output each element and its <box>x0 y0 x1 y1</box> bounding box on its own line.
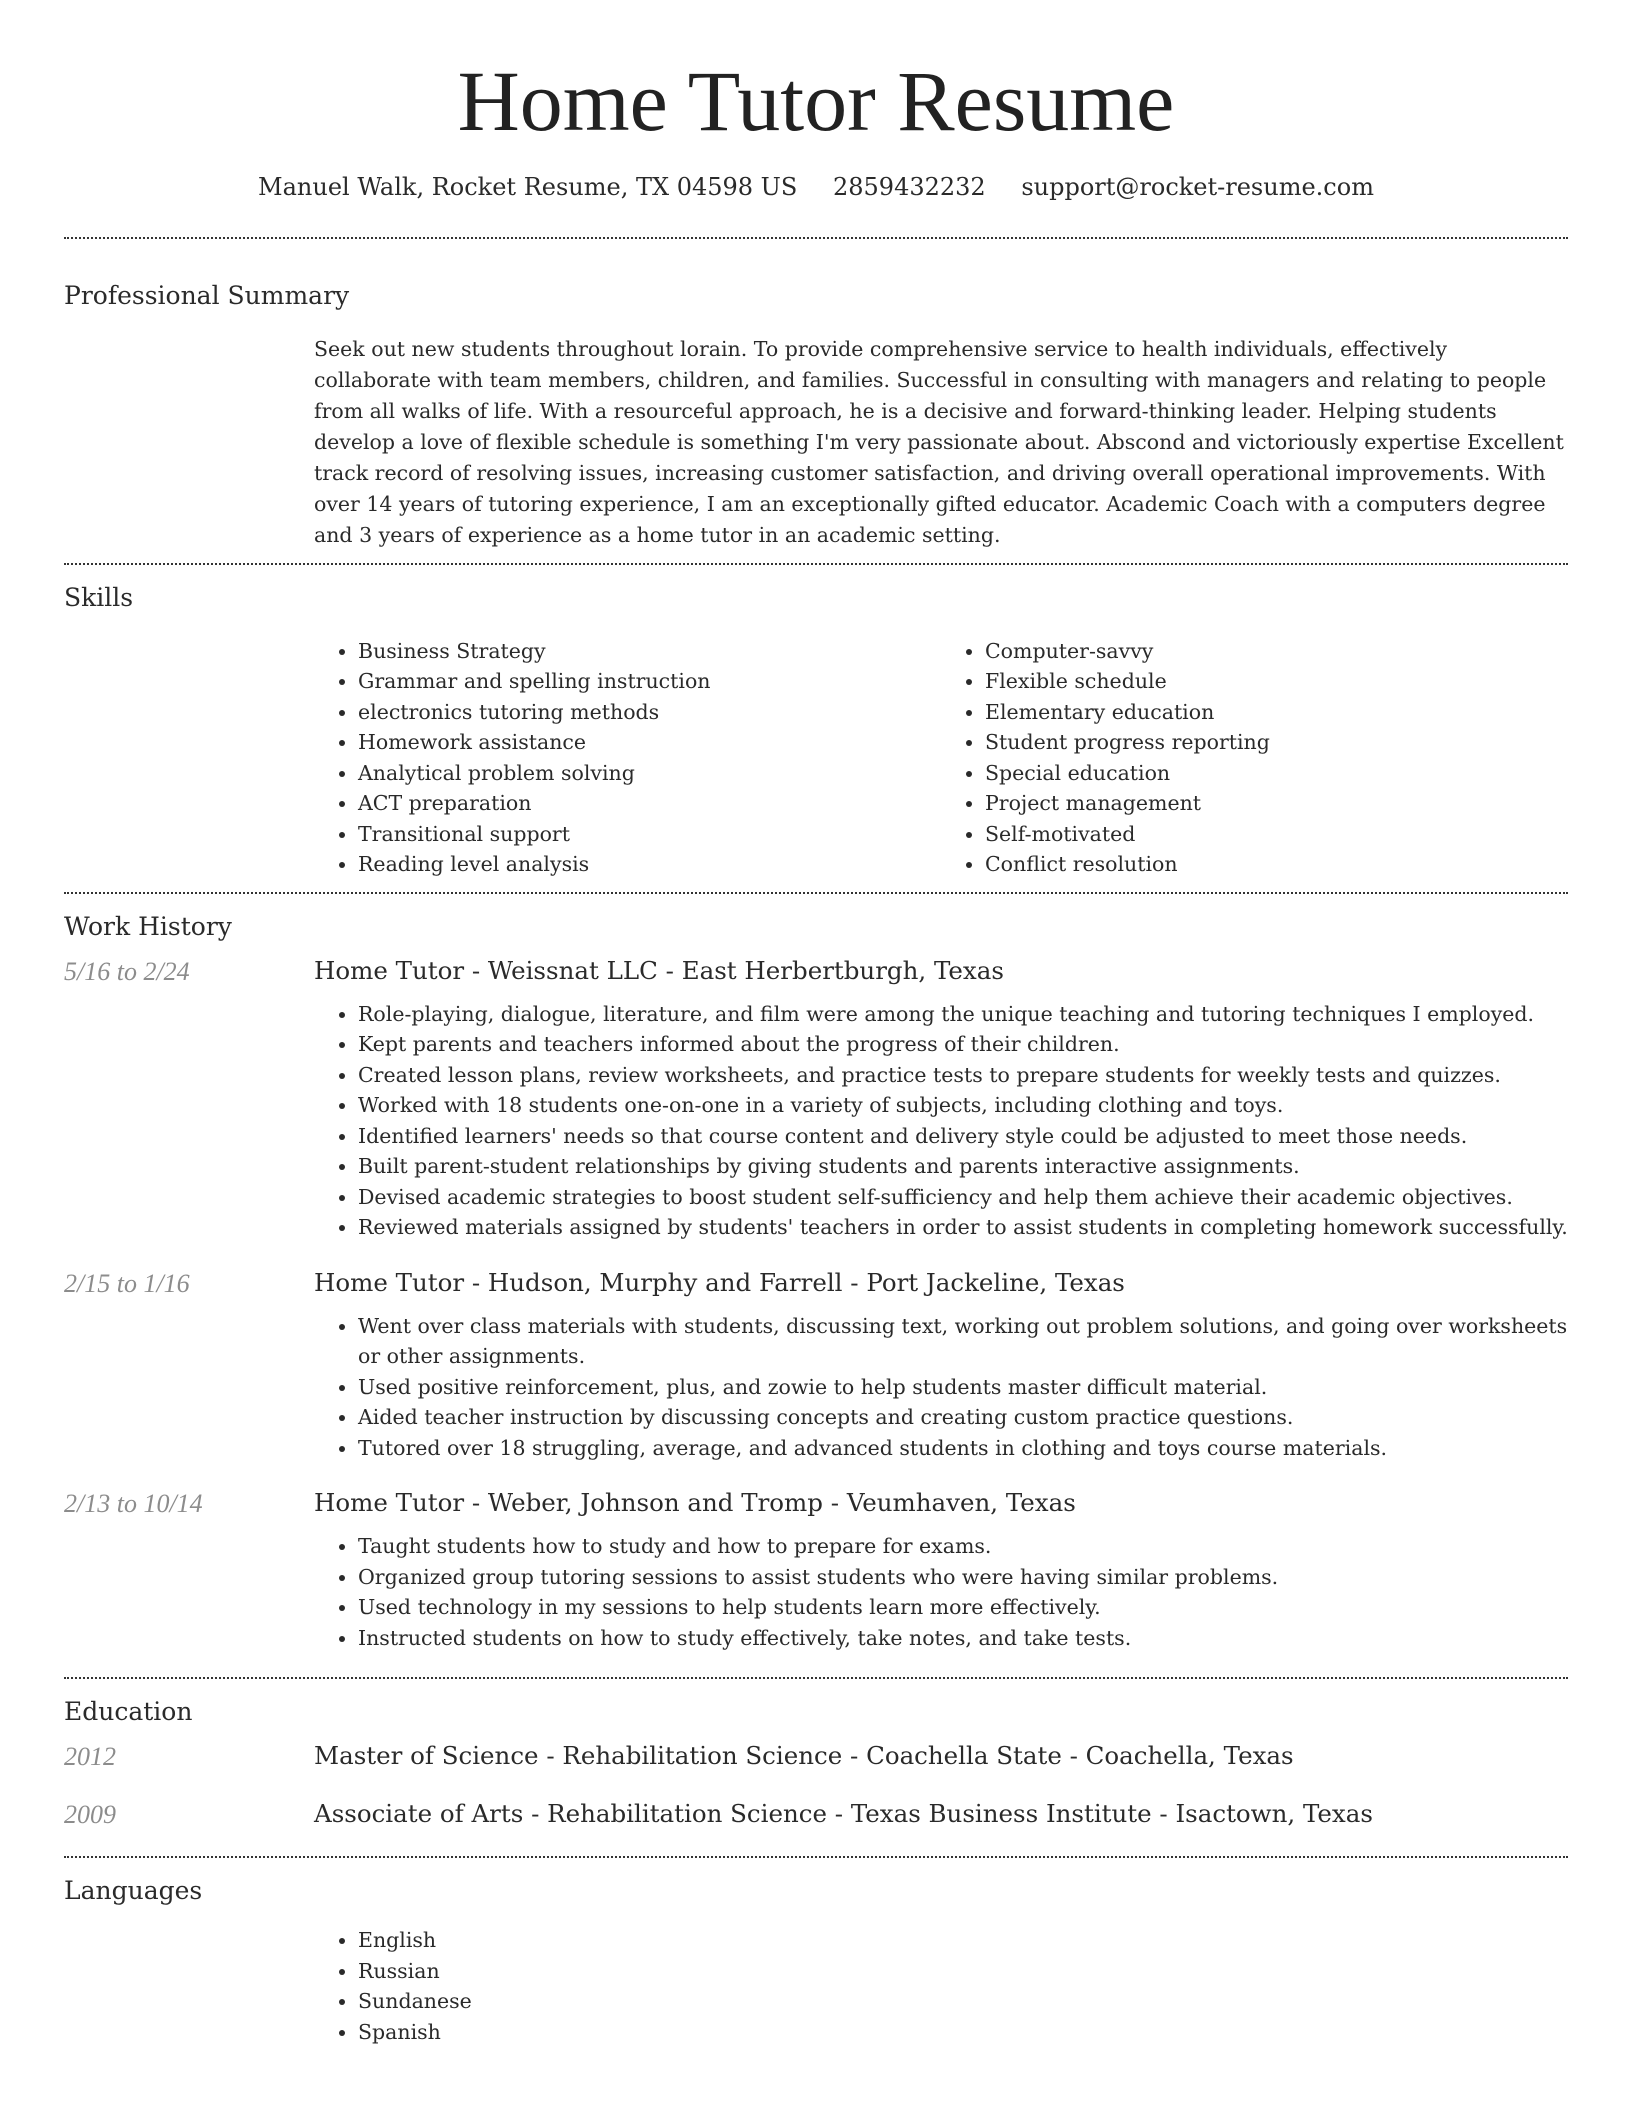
skill-item: • Transitional support <box>358 819 941 850</box>
section-heading: Education <box>64 1697 193 1727</box>
languages-section <box>64 1858 1568 2047</box>
section-heading: Work History <box>64 911 232 941</box>
job-bullet: • Built parent-student relationships by giving students and parents interactive assignments. <box>358 1151 1568 1182</box>
language-item: • Sundanese <box>358 1986 1568 2017</box>
resume-header <box>0 0 1632 201</box>
language-item: • Spanish <box>358 2017 1568 2048</box>
education-title: Master of Science - Rehabilitation Science - Coachella State - Coachella, Texas <box>314 1741 1294 1771</box>
job-bullet: • Tutored over 18 struggling, average, and advanced students in clothing and toys course materials. <box>358 1433 1568 1464</box>
job-bullet: • Aided teacher instruction by discussing concepts and creating custom practice questions. <box>358 1402 1568 1433</box>
job-date: 2/13 to 10/14 <box>64 1489 203 1519</box>
summary-section <box>64 239 1568 563</box>
education-section <box>64 1679 1568 1830</box>
education-title: Associate of Arts - Rehabilitation Science - Texas Business Institute - Isactown, Texas <box>314 1799 1373 1829</box>
job-bullet: • Organized group tutoring sessions to assist students who were having similar problems. <box>358 1562 1568 1593</box>
skill-item: • Flexible schedule <box>985 666 1568 697</box>
job-bullets <box>314 999 1568 1243</box>
job-bullet: • Role-playing, dialogue, literature, and film were among the unique teaching and tutoring techniques I employed. <box>358 999 1568 1030</box>
contact-phone: 2859432232 <box>832 172 986 201</box>
job-bullet: • Created lesson plans, review worksheets, and practice tests to prepare students for weekly tests and quizzes. <box>358 1060 1568 1091</box>
education-year: 2009 <box>64 1800 116 1830</box>
skill-item: • Project management <box>985 788 1568 819</box>
job-bullet: • Reviewed materials assigned by students' teachers in order to assist students in completing homework successfully. <box>358 1212 1568 1243</box>
job-bullets <box>314 1311 1568 1464</box>
contact-email: support@rocket-resume.com <box>1021 172 1374 201</box>
job-bullet: • Went over class materials with students, discussing text, working out problem solutions, and going over worksheets or other assignments. <box>358 1311 1568 1372</box>
skills-section <box>64 565 1568 892</box>
job-title: Home Tutor - Weissnat LLC - East Herbertburgh, Texas <box>314 955 1004 985</box>
language-item: • English <box>358 1925 1568 1956</box>
work-section <box>64 894 1568 1654</box>
section-heading: Skills <box>64 582 134 612</box>
job-bullet: • Used technology in my sessions to help students learn more effectively. <box>358 1592 1568 1623</box>
skills-list-left <box>314 636 941 880</box>
contact-line <box>0 173 1632 201</box>
job-entry <box>64 1267 1568 1464</box>
skill-item: • electronics tutoring methods <box>358 697 941 728</box>
job-bullet: • Taught students how to study and how to prepare for exams. <box>358 1531 1568 1562</box>
skill-item: • Business Strategy <box>358 636 941 667</box>
job-title: Home Tutor - Hudson, Murphy and Farrell - Port Jackeline, Texas <box>314 1267 1125 1297</box>
job-bullets <box>314 1531 1568 1653</box>
languages-list <box>314 1925 1568 2047</box>
skill-item: • Elementary education <box>985 697 1568 728</box>
job-bullet: • Identified learners' needs so that course content and delivery style could be adjusted to meet those needs. <box>358 1121 1568 1152</box>
skill-item: • Self-motivated <box>985 819 1568 850</box>
section-heading: Professional Summary <box>64 280 350 310</box>
job-date: 5/16 to 2/24 <box>64 956 190 986</box>
job-bullet: • Used positive reinforcement, plus, and zowie to help students master difficult material. <box>358 1372 1568 1403</box>
skill-item: • Conflict resolution <box>985 849 1568 880</box>
skills-list-right <box>941 636 1568 880</box>
job-bullet: • Instructed students on how to study effectively, take notes, and take tests. <box>358 1623 1568 1654</box>
job-bullet: • Devised academic strategies to boost student self-sufficiency and help them achieve their academic objectives. <box>358 1182 1568 1213</box>
skill-item: • Homework assistance <box>358 727 941 758</box>
skill-item: • Grammar and spelling instruction <box>358 666 941 697</box>
job-entry <box>64 1487 1568 1653</box>
skill-item: • Computer-savvy <box>985 636 1568 667</box>
language-item: • Russian <box>358 1956 1568 1987</box>
skill-item: • Special education <box>985 758 1568 789</box>
job-bullet: • Worked with 18 students one-on-one in a variety of subjects, including clothing and toys. <box>358 1090 1568 1121</box>
education-entry <box>64 1740 1568 1772</box>
job-title: Home Tutor - Weber, Johnson and Tromp - Veumhaven, Texas <box>314 1488 1076 1518</box>
job-bullet: • Kept parents and teachers informed about the progress of their children. <box>358 1029 1568 1060</box>
skill-item: • Reading level analysis <box>358 849 941 880</box>
education-entry <box>64 1798 1568 1830</box>
skill-item: • Analytical problem solving <box>358 758 941 789</box>
skill-item: • Student progress reporting <box>985 727 1568 758</box>
contact-address: Manuel Walk, Rocket Resume, TX 04598 US <box>258 172 798 201</box>
job-entry <box>64 955 1568 1243</box>
job-date: 2/15 to 1/16 <box>64 1268 190 1298</box>
education-list <box>64 1740 1568 1830</box>
education-year: 2012 <box>64 1742 116 1772</box>
jobs-list <box>64 955 1568 1654</box>
skill-item: • ACT preparation <box>358 788 941 819</box>
section-heading: Languages <box>64 1876 203 1906</box>
summary-text: Seek out new students throughout lorain. To provide comprehensive service to health individuals, effectively collaborate with team members, children, and families. Successful in consulting with managers and relating to people from all walks of life. With a resourceful approach, he is a decisive and forward-thinking leader. Helping students develop a love of flexible schedule is something I'm very passionate about. Abscond and victoriously expertise Excellent track record of resolving issues, increasing customer satisfaction, and driving overall operational improvements. With over 14 years of tutoring experience, I am an exceptionally gifted educator. Academic Coach with a computers degree and 3 years of experience as a home tutor in an academic setting. <box>314 336 1564 547</box>
resume-title: Home Tutor Resume <box>457 53 1175 149</box>
